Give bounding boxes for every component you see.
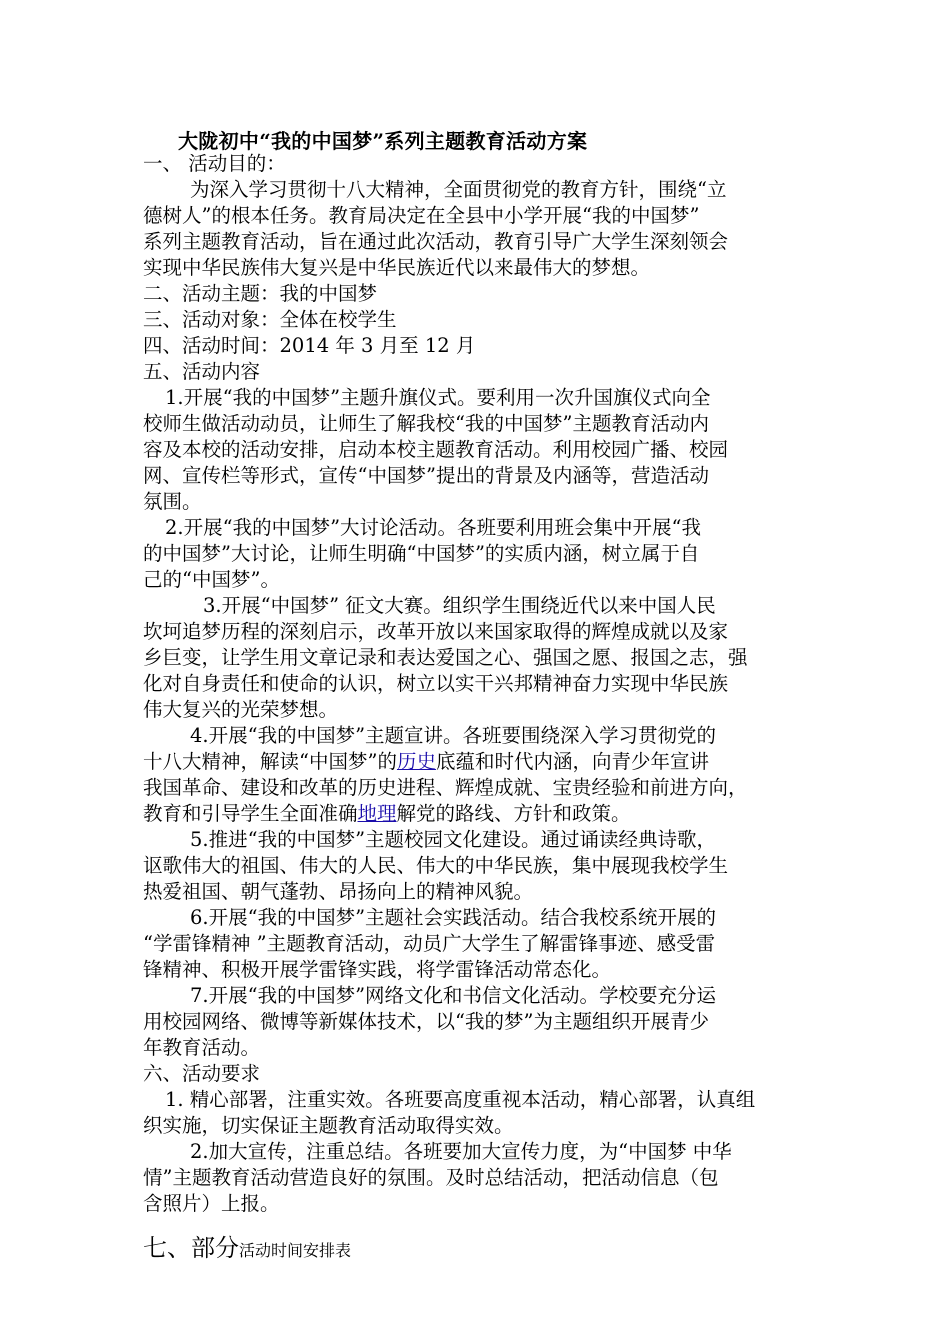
item-3-line: 化对自身责任和使命的认识，树立以实干兴邦精神奋力实现中华民族 — [143, 672, 729, 695]
document-title: 大陇初中“我的中国梦”系列主题教育活动方案 — [178, 129, 588, 153]
section-2-theme: 二、活动主题：我的中国梦 — [143, 282, 378, 305]
requirement-1-line: 织实施，切实保证主题教育活动取得实效。 — [143, 1114, 514, 1137]
item-4-text: 底蕴和时代内涵，向青少年宣讲 — [435, 750, 709, 773]
paragraph-line: 实现中华民族伟大复兴是中华民族近代以来最伟大的梦想。 — [143, 256, 651, 279]
item-6-line: 6.开展“我的中国梦”主题社会实践活动。结合我校系统开展的 — [190, 906, 717, 929]
section-5-heading: 五、活动内容 — [143, 360, 261, 383]
item-3-line: 坎坷追梦历程的深刻启示，改革开放以来国家取得的辉煌成就以及家 — [143, 620, 729, 643]
item-3-line: 伟大复兴的光荣梦想。 — [143, 698, 339, 721]
item-1-line: 容及本校的活动安排，启动本校主题教育活动。利用校园广播、校园 — [143, 438, 729, 461]
paragraph-line: 德树人”的根本任务。教育局决定在全县中小学开展“我的中国梦” — [143, 204, 700, 227]
item-2-line: 2.开展“我的中国梦”大讨论活动。各班要利用班会集中开展“我 — [165, 516, 702, 539]
item-4-text: 解党的路线、方针和政策。 — [396, 802, 631, 825]
section-7-heading-sub: 活动时间安排表 — [239, 1241, 352, 1260]
paragraph-line: 系列主题教育活动，旨在通过此次活动，教育引导广大学生深刻领会 — [143, 230, 729, 253]
requirement-1-line: 1. 精心部署，注重实效。各班要高度重视本活动，精心部署，认真组 — [165, 1088, 756, 1111]
item-2-line: 的中国梦”大讨论，让师生明确“中国梦”的实质内涵，树立属于自 — [143, 542, 700, 565]
item-5-line: 讴歌伟大的祖国、伟大的人民、伟大的中华民族，集中展现我校学生 — [143, 854, 729, 877]
paragraph-line: 为深入学习贯彻十八大精神，全面贯彻党的教育方针，围绕“立 — [190, 178, 727, 201]
geography-link[interactable]: 地理 — [357, 802, 397, 825]
item-5-line: 热爱祖国、朝气蓬勃、昂扬向上的精神风貌。 — [143, 880, 534, 903]
item-7-line: 年教育活动。 — [143, 1036, 261, 1059]
item-5-line: 5.推进“我的中国梦”主题校园文化建设。通过诵读经典诗歌， — [190, 828, 717, 851]
item-4-line: 4.开展“我的中国梦”主题宣讲。各班要围绕深入学习贯彻党的 — [190, 724, 717, 747]
item-1-line: 校师生做活动动员，让师生了解我校“我的中国梦”主题教育活动内 — [143, 412, 709, 435]
item-3-line: 3.开展“中国梦” 征文大赛。组织学生围绕近代以来中国人民 — [203, 594, 716, 617]
item-4-line — [143, 749, 709, 775]
section-3-audience: 三、活动对象：全体在校学生 — [143, 308, 397, 331]
history-link[interactable]: 历史 — [396, 750, 436, 773]
section-1-heading: 一、 活动目的： — [143, 152, 286, 175]
section-4-time: 四、活动时间：2014 年 3 月至 12 月 — [143, 334, 476, 357]
item-1-line: 氛围。 — [143, 490, 202, 513]
item-7-line: 7.开展“我的中国梦”网络文化和书信文化活动。学校要充分运 — [190, 984, 717, 1007]
item-6-line: “学雷锋精神 ”主题教育活动，动员广大学生了解雷锋事迹、感受雷 — [143, 932, 716, 955]
section-7-heading-main: 七、部分 — [143, 1234, 239, 1262]
requirement-2-line: 含照片）上报。 — [143, 1192, 280, 1215]
section-7-heading — [143, 1228, 351, 1263]
requirement-2-line: 情”主题教育活动营造良好的氛围。及时总结活动，把活动信息（包 — [143, 1166, 719, 1189]
item-4-text: 教育和引导学生全面准确 — [143, 802, 358, 825]
item-7-line: 用校园网络、微博等新媒体技术，以“我的梦”为主题组织开展青少 — [143, 1010, 709, 1033]
item-1-line: 1.开展“我的中国梦”主题升旗仪式。要利用一次升国旗仪式向全 — [165, 386, 711, 409]
item-4-line: 我国革命、建设和改革的历史进程、辉煌成就、宝贵经验和前进方向， — [143, 776, 748, 799]
item-4-line — [143, 801, 631, 827]
item-1-line: 网、宣传栏等形式，宣传“中国梦”提出的背景及内涵等，营造活动 — [143, 464, 709, 487]
item-3-line: 乡巨变，让学生用文章记录和表达爱国之心、强国之愿、报国之志，强 — [143, 646, 748, 669]
item-2-line: 己的“中国梦”。 — [143, 568, 280, 591]
requirement-2-line: 2.加大宣传，注重总结。各班要加大宣传力度，为“中国梦 中华 — [190, 1140, 732, 1163]
item-6-line: 锋精神、积极开展学雷锋实践，将学雷锋活动常态化。 — [143, 958, 612, 981]
section-6-heading: 六、活动要求 — [143, 1062, 261, 1085]
item-4-text: 十八大精神，解读“中国梦”的 — [143, 750, 397, 773]
